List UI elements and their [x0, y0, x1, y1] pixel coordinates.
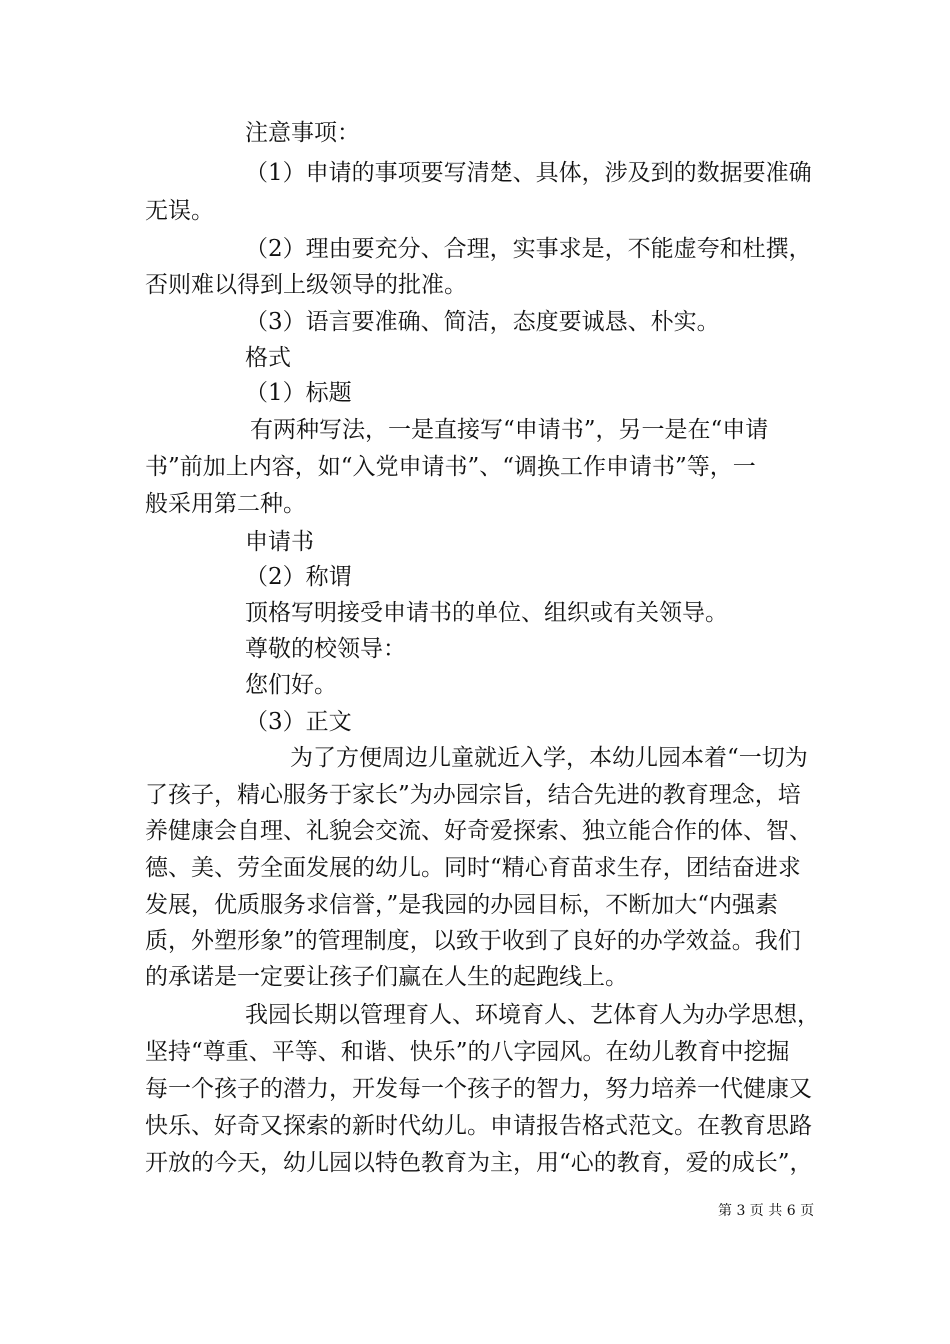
notes-item-1-line-2: 无误。: [145, 198, 214, 224]
format-title-example: 申请书: [245, 529, 314, 555]
body-paragraph-2-line-2: 坚持“尊重、平等、和谐、快乐”的八字园风。在幼儿教育中挖掘: [145, 1039, 790, 1065]
body-paragraph-1-line-7: 的承诺是一定要让孩子们赢在人生的起跑线上。: [145, 964, 628, 990]
format-title-desc-line-3: 般采用第二种。: [145, 491, 306, 517]
body-paragraph-1-line-2: 了孩子，精心服务于家长”为办园宗旨，结合先进的教育理念，培: [145, 782, 801, 808]
format-heading: 格式: [245, 345, 291, 371]
format-salutation-label: （2）称谓: [245, 564, 352, 590]
notes-heading: 注意事项：: [245, 120, 360, 146]
format-title-label: （1）标题: [245, 380, 352, 406]
format-body-label: （3）正文: [245, 709, 352, 735]
body-paragraph-1-line-4: 德、美、劳全面发展的幼儿。同时“精心育苗求生存，团结奋进求: [145, 855, 801, 881]
format-salutation-example: 尊敬的校领导：: [245, 636, 406, 662]
page-number-footer: 第 3 页 共 6 页: [718, 1203, 815, 1219]
body-paragraph-1-line-3: 养健康会自理、礼貌会交流、好奇爱探索、独立能合作的体、智、: [145, 818, 812, 844]
body-paragraph-1-line-5: 发展，优质服务求信誉，”是我园的办园目标，不断加大“内强素: [145, 892, 779, 918]
body-paragraph-2-line-5: 开放的今天，幼儿园以特色教育为主，用“心的教育，爱的成长”，: [145, 1150, 813, 1176]
notes-item-2-line-1: （2）理由要充分、合理，实事求是，不能虚夸和杜撰，: [245, 236, 812, 262]
notes-item-2-line-2: 否则难以得到上级领导的批准。: [145, 272, 467, 298]
body-paragraph-1-line-6: 质，外塑形象”的管理制度，以致于收到了良好的办学效益。我们: [145, 928, 801, 954]
format-title-desc-line-1: 有两种写法，一是直接写“申请书”，另一是在“申请: [250, 417, 769, 443]
notes-item-1-line-1: （1）申请的事项要写清楚、具体，涉及到的数据要准确: [245, 160, 812, 186]
body-paragraph-1-line-1: 为了方便周边儿童就近入学，本幼儿园本着“一切为: [290, 745, 808, 771]
format-title-desc-line-2: 书”前加上内容，如“入党申请书”、“调换工作申请书”等，一: [145, 454, 756, 480]
body-paragraph-2-line-1: 我园长期以管理育人、环境育人、艺体育人为办学思想，: [245, 1002, 820, 1028]
format-salutation-desc: 顶格写明接受申请书的单位、组织或有关领导。: [245, 600, 728, 626]
format-greeting: 您们好。: [245, 672, 337, 698]
body-paragraph-2-line-3: 每一个孩子的潜力，开发每一个孩子的智力，努力培养一代健康又: [145, 1076, 812, 1102]
body-paragraph-2-line-4: 快乐、好奇又探索的新时代幼儿。申请报告格式范文。在教育思路: [145, 1113, 812, 1139]
notes-item-3: （3）语言要准确、简洁，态度要诚恳、朴实。: [245, 309, 720, 335]
